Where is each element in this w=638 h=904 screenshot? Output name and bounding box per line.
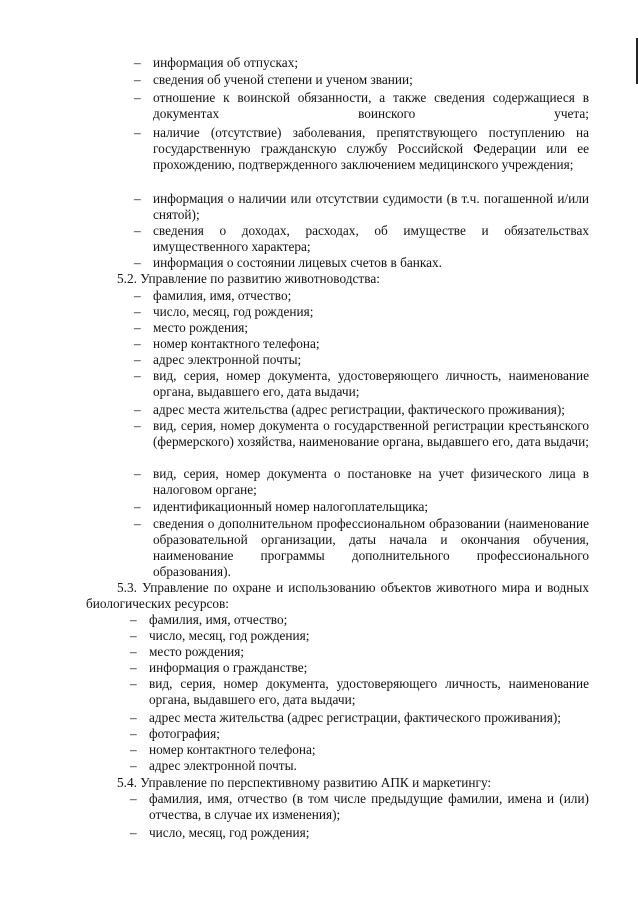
bullet-dash: – [134,402,141,417]
list-item: число, месяц, год рождения; [149,628,310,643]
section-heading-5-4: 5.4. Управление по перспективному развитию АПК и маркетингу: [117,775,492,790]
bullet-dash: – [134,55,141,70]
list-item: отношение к воинской обязанности, а также сведения содержащиеся в документах воинского учета; [153,90,589,121]
list-item: номер контактного телефона; [153,336,320,351]
bullet-dash: – [130,644,137,659]
list-item: число, месяц, год рождения; [153,304,314,319]
list-item: фамилия, имя, отчество; [153,288,292,303]
bullet-dash: – [134,125,141,140]
bullet-dash: – [130,791,137,806]
bullet-dash: – [134,255,141,270]
bullet-dash: – [134,320,141,335]
list-item: место рождения; [153,320,249,335]
bullet-dash: – [134,352,141,367]
list-item: информация об отпусках; [153,55,299,70]
bullet-dash: – [130,825,137,840]
bullet-dash: – [134,304,141,319]
bullet-dash: – [134,288,141,303]
list-item: идентификационный номер налогоплательщика; [153,499,429,514]
list-item: информация о наличии или отсутствии судимости (в т.ч. погашенной и/или снятой); [153,191,589,222]
list-item: фотография; [149,726,220,741]
list-item: сведения об ученой степени и ученом звании; [153,72,413,87]
bullet-dash: – [134,516,141,531]
bullet-dash: – [134,72,141,87]
bullet-dash: – [134,336,141,351]
list-item: место рождения; [149,644,245,659]
list-item: вид, серия, номер документа о государственной регистрации крестьянского (фермерского) хозяйства, наименование органа, выдавшего его, дата выдачи; [153,418,589,449]
bullet-dash: – [130,660,137,675]
list-item: вид, серия, номер документа, удостоверяющего личность, наименование органа, выдавшего его, дата выдачи; [153,368,589,399]
bullet-dash: – [134,418,141,433]
list-item: адрес электронной почты; [153,352,302,367]
list-item: вид, серия, номер документа о постановке на учет физического лица в налоговом органе; [153,466,589,497]
bullet-dash: – [134,90,141,105]
list-item: информация о состоянии лицевых счетов в банках. [153,255,442,270]
bullet-dash: – [130,676,137,691]
bullet-dash: – [130,742,137,757]
bullet-dash: – [134,499,141,514]
bullet-dash: – [134,223,141,238]
bullet-dash: – [134,368,141,383]
list-item: наличие (отсутствие) заболевания, препятствующего поступлению на государственную гражданскую службу Российской Федерации или ее прохождению, подтвержденного заключением медицинского учреждения; [153,125,589,172]
bullet-dash: – [130,726,137,741]
section-heading-5-3: 5.3. Управление по охране и использованию объектов животного мира и водных биологических ресурсов: [86,580,589,611]
list-item: информация о гражданстве; [149,660,308,675]
bullet-dash: – [130,612,137,627]
bullet-dash: – [130,710,137,725]
bullet-dash: – [130,628,137,643]
list-item: фамилия, имя, отчество; [149,612,288,627]
bullet-dash: – [130,758,137,773]
list-item: сведения о доходах, расходах, об имуществе и обязательствах имущественного характера; [153,223,589,254]
bullet-dash: – [134,191,141,206]
list-item: вид, серия, номер документа, удостоверяющего личность, наименование органа, выдавшего его, дата выдачи; [149,676,589,707]
list-item: фамилия, имя, отчество (в том числе предыдущие фамилии, имена и (или) отчества, в случае их изменения); [149,791,589,822]
list-item: адрес электронной почты. [149,758,297,773]
bullet-dash: – [134,466,141,481]
list-item: адрес места жительства (адрес регистрации, фактического проживания); [153,402,565,417]
list-item: адрес места жительства (адрес регистрации, фактического проживания); [149,710,561,725]
list-item: номер контактного телефона; [149,742,316,757]
section-heading-5-2: 5.2. Управление по развитию животноводства: [117,271,380,286]
list-item: сведения о дополнительном профессиональном образовании (наименование образовательной организации, даты начала и окончания обучения, наименование программы дополнительного профессионального образования). [153,516,589,579]
list-item: число, месяц, год рождения; [149,825,310,840]
